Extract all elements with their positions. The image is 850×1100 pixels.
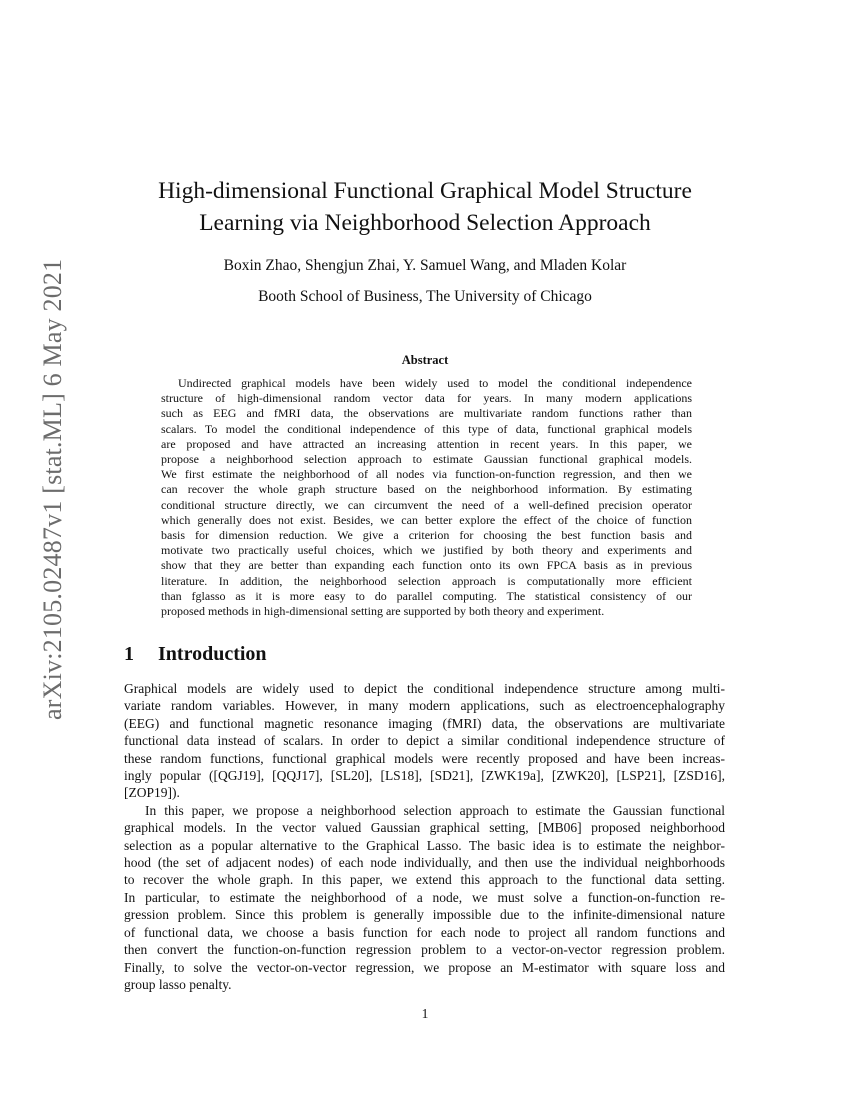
section-heading-introduction (124, 643, 267, 666)
paper-title (100, 175, 750, 239)
abstract-line: are proposed and have attracted an increasing attention in recent years. In this paper, we (161, 436, 692, 451)
abstract-heading: Abstract (401, 353, 449, 367)
paragraph-1-line: (EEG) and functional magnetic resonance imaging (fMRI) data, the observations are multivariate (124, 715, 725, 731)
paragraph-2-line: In particular, to estimate the neighborhood of a node, we must solve a function-on-function re- (124, 889, 725, 905)
abstract-line: basis for dimension reduction. We give a criterion for choosing the best function basis and (161, 528, 692, 543)
abstract-line: than fglasso as it is more easy to do parallel computing. The statistical consistency of our (161, 588, 692, 603)
paragraph-2-line: to recover the whole graph. In this paper, we extend this approach to the functional data setting. (124, 872, 725, 888)
abstract-line: literature. In addition, the neighborhood selection approach is computationally more efficient (161, 573, 692, 588)
abstract-line: proposed methods in high-dimensional setting are supported by both theory and experiment. (161, 604, 605, 619)
paragraph-2-line: graphical models. In the vector valued Gaussian graphical setting, [MB06] proposed neighborhood (124, 820, 725, 836)
paragraph-1-line: ingly popular ([QGJ19], [QQJ17], [SL20], [LS18], [SD21], [ZWK19a], [ZWK20], [LSP21], [ZSD16], (124, 768, 725, 784)
paragraph-1-line: functional data instead of scalars. In order to depict a similar conditional independence structure of (124, 733, 725, 749)
abstract-line: Undirected graphical models have been widely used to model the conditional independence (178, 376, 692, 390)
paragraph-2-line: of functional data, we choose a basis function for each node to project all random functions and (124, 924, 725, 940)
page-number: 1 (421, 1006, 429, 1021)
paragraph-2-line: hood (the set of adjacent nodes) of each node individually, and then use the individual neighborhoods (124, 855, 725, 871)
paper-title-line: High-dimensional Functional Graphical Model Structure (158, 178, 692, 204)
arxiv-identifier-stamp: arXiv:2105.02487v1 [stat.ML] 6 May 2021 (38, 258, 67, 720)
paper-affiliation: Booth School of Business, The University of Chicago (258, 288, 592, 305)
abstract-line: motivate two practically useful choices, which we justified by both theory and experiments and (161, 543, 692, 558)
paper-authors: Boxin Zhao, Shengjun Zhai, Y. Samuel Wang, and Mladen Kolar (223, 257, 627, 274)
abstract-line: conditional structure directly, we can circumvent the need of a well-defined precision operator (161, 497, 692, 512)
abstract-line: structure of high-dimensional random vector data for years. In many modern applications (161, 391, 692, 406)
paragraph-2-line: selection as a popular alternative to the Graphical Lasso. The basic idea is to estimate the neighbor- (124, 837, 725, 853)
abstract-line: propose a neighborhood selection approach to estimate Gaussian functional graphical models. (161, 452, 692, 467)
abstract-line: can recover the whole graph structure based on the neighborhood information. By estimating (161, 482, 692, 497)
abstract-line: show that they are better than expanding each function onto its own FPCA basis as in previous (161, 558, 692, 573)
abstract-line: We first estimate the neighborhood of all nodes via function-on-function regression, and then we (161, 467, 692, 482)
paragraph-2-line: group lasso penalty. (124, 976, 232, 992)
abstract-body (161, 376, 692, 619)
paragraph-2-line: gression problem. Since this problem is generally impossible due to the infinite-dimensional nature (124, 907, 725, 923)
abstract-line: such as EEG and fMRI data, the observations are multivariate random functions rather than (161, 406, 692, 421)
paragraph-1-line: [ZOP19]). (124, 785, 180, 801)
paragraph-2-line: Finally, to solve the vector-on-vector regression, we propose an M-estimator with square loss and (124, 959, 725, 975)
paper-title-line: Learning via Neighborhood Selection Approach (199, 210, 651, 236)
paragraph-2-line: then convert the function-on-function regression problem to a vector-on-vector regression problem. (124, 942, 725, 958)
introduction-body (124, 680, 725, 993)
section-title: Introduction (158, 643, 267, 665)
paragraph-2-line: In this paper, we propose a neighborhood selection approach to estimate the Gaussian functional (145, 802, 725, 818)
paragraph-1-line: variate random variables. However, in many modern applications, such as electroencephalography (124, 698, 725, 714)
section-number: 1 (124, 643, 134, 665)
paragraph-1-line: Graphical models are widely used to depict the conditional independence structure among multi- (124, 681, 725, 696)
abstract-line: scalars. To model the conditional independence of this type of data, functional graphical models (161, 421, 692, 436)
abstract-line: which generally does not exist. Besides, we can better explore the effect of the choice of function (161, 512, 692, 527)
paragraph-1-line: these random functions, functional graphical models were recently proposed and have been increas- (124, 750, 725, 766)
